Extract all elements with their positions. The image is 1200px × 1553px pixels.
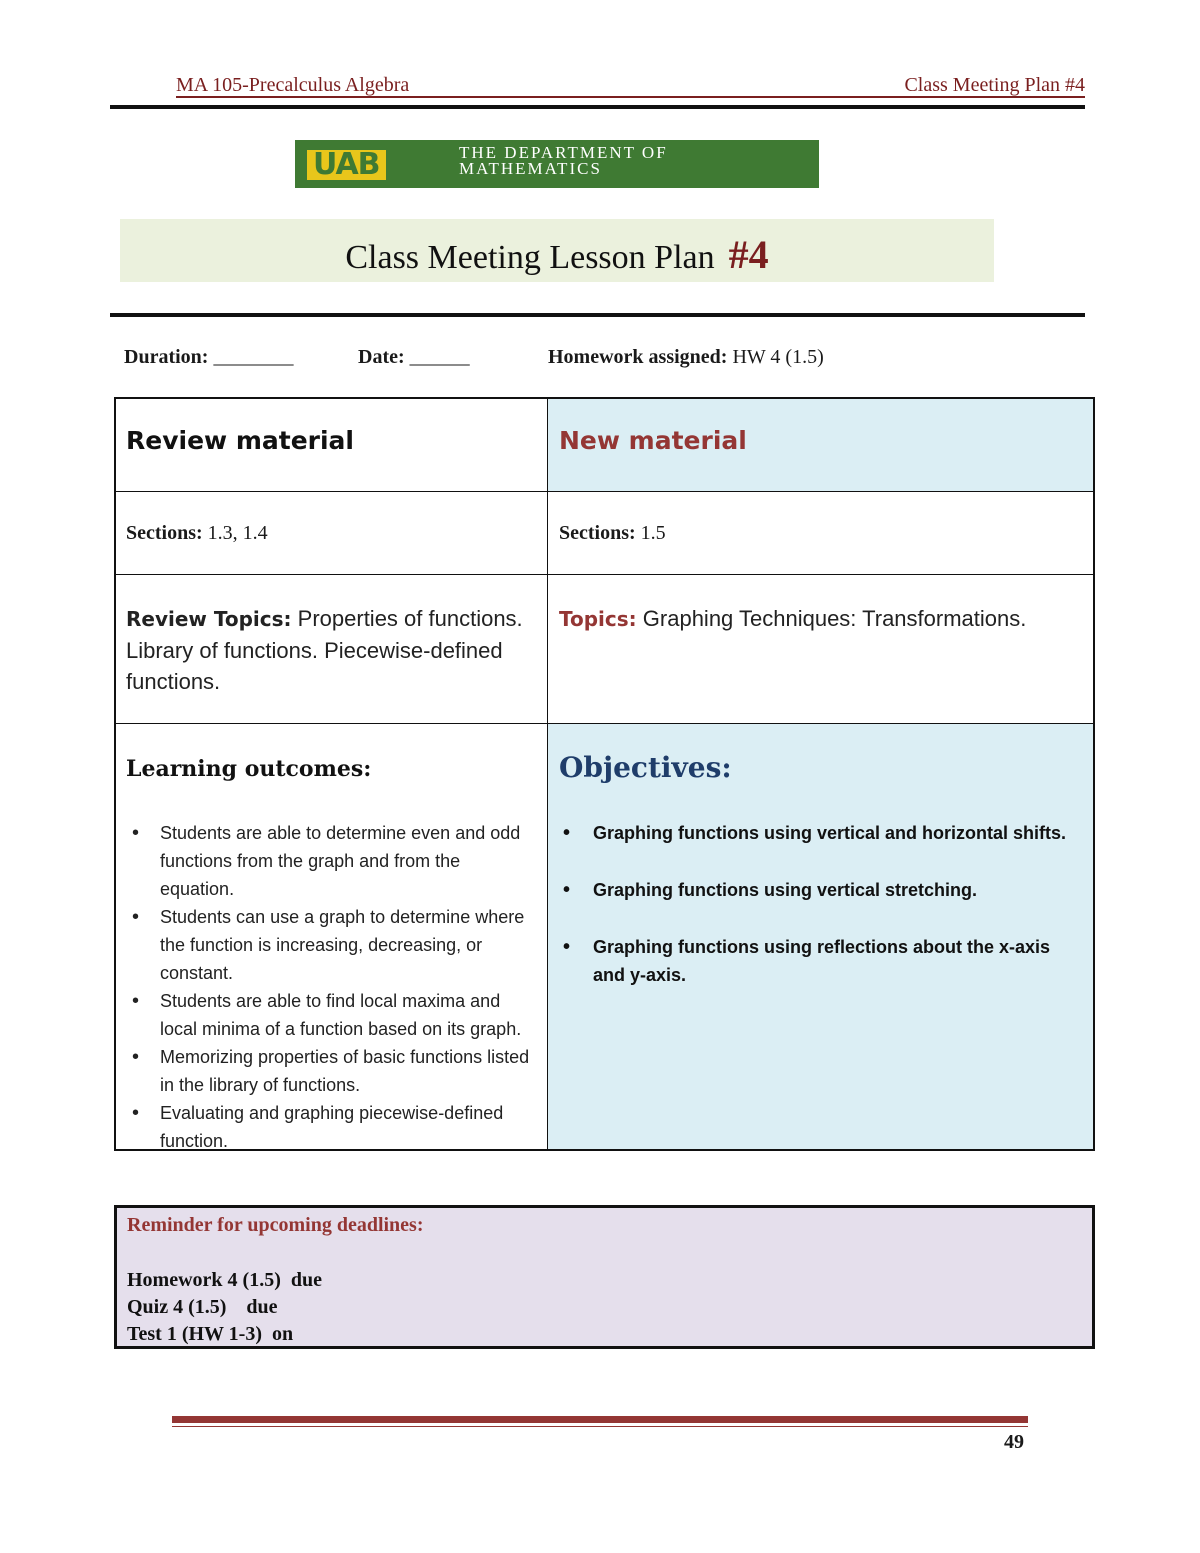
review-topics-label: Review Topics: bbox=[126, 607, 292, 631]
page-title-number: #4 bbox=[728, 232, 769, 277]
review-sections-label: Sections: bbox=[126, 522, 203, 544]
column-divider bbox=[547, 399, 548, 1149]
reminder-box bbox=[114, 1205, 1095, 1349]
list-item: • Students can use a graph to determine where the function is increasing, decreasing, or constant. bbox=[126, 903, 536, 987]
department-logo bbox=[295, 140, 819, 188]
objectives-heading: Objectives: bbox=[559, 751, 732, 784]
header-rule-thin bbox=[176, 96, 1085, 98]
new-topics bbox=[559, 603, 1089, 635]
row-divider bbox=[116, 491, 1093, 492]
learning-outcomes-heading: Learning outcomes: bbox=[126, 756, 372, 782]
reminder-homework: Homework 4 (1.5) due bbox=[127, 1269, 322, 1291]
uab-logo-mark bbox=[307, 147, 386, 182]
reminder-quiz: Quiz 4 (1.5) due bbox=[127, 1296, 278, 1318]
duration-value: ________ bbox=[213, 346, 294, 368]
list-item: • Students are able to find local maxima and local minima of a function based on its graph. bbox=[126, 987, 536, 1043]
homework-field bbox=[548, 346, 824, 369]
homework-value: HW 4 (1.5) bbox=[732, 346, 824, 368]
title-band bbox=[120, 219, 994, 282]
page-number: 49 bbox=[1004, 1431, 1024, 1453]
list-item: • Graphing functions using vertical stretching. bbox=[559, 876, 1079, 904]
logo-text bbox=[459, 145, 668, 177]
objectives-list bbox=[559, 819, 1079, 1018]
list-item: • Students are able to determine even and odd functions from the graph and from the equation. bbox=[126, 819, 536, 903]
new-sections bbox=[559, 522, 666, 545]
new-topics-value: Graphing Techniques: Transformations. bbox=[642, 606, 1027, 631]
learning-outcomes-list bbox=[126, 819, 536, 1155]
new-material-heading: New material bbox=[559, 426, 747, 455]
date-value: ______ bbox=[409, 346, 470, 368]
logo-line-1: THE DEPARTMENT OF bbox=[459, 143, 668, 162]
page-title-text: Class Meeting Lesson Plan bbox=[345, 239, 715, 276]
review-material-heading: Review material bbox=[126, 426, 354, 455]
review-sections bbox=[126, 522, 268, 545]
reminder-title: Reminder for upcoming deadlines: bbox=[127, 1214, 424, 1236]
date-field bbox=[358, 346, 470, 369]
list-item: • Memorizing properties of basic functions listed in the library of functions. bbox=[126, 1043, 536, 1099]
footer-rule-thick bbox=[172, 1416, 1028, 1423]
uab-logo-letters: UAB bbox=[307, 150, 386, 180]
review-sections-value: 1.3, 1.4 bbox=[207, 522, 268, 544]
new-topics-label: Topics: bbox=[559, 607, 637, 631]
duration-label: Duration: bbox=[124, 346, 209, 368]
review-topics-value: Properties of functions. Library of functions. Piecewise-defined functions. bbox=[126, 606, 523, 694]
reminder-test: Test 1 (HW 1-3) on bbox=[127, 1323, 294, 1345]
header-plan: Class Meeting Plan #4 bbox=[904, 74, 1085, 96]
lesson-table bbox=[114, 397, 1095, 1151]
footer-rule-thin bbox=[172, 1426, 1028, 1427]
duration-field bbox=[124, 346, 293, 369]
list-item: • Evaluating and graphing piecewise-defined function. bbox=[126, 1099, 536, 1155]
new-sections-value: 1.5 bbox=[640, 522, 666, 544]
page-title bbox=[120, 231, 994, 278]
logo-line-2: MATHEMATICS bbox=[459, 159, 602, 178]
title-rule bbox=[110, 313, 1085, 317]
new-sections-label: Sections: bbox=[559, 522, 636, 544]
row-divider bbox=[116, 574, 1093, 575]
row-divider bbox=[116, 723, 1093, 724]
list-item: • Graphing functions using reflections about the x-axis and y-axis. bbox=[559, 933, 1079, 989]
header-rule-thick bbox=[110, 105, 1085, 109]
list-item: • Graphing functions using vertical and horizontal shifts. bbox=[559, 819, 1079, 847]
header-course: MA 105-Precalculus Algebra bbox=[176, 74, 410, 96]
homework-label: Homework assigned: bbox=[548, 346, 728, 368]
review-topics bbox=[126, 603, 531, 697]
date-label: Date: bbox=[358, 346, 405, 368]
